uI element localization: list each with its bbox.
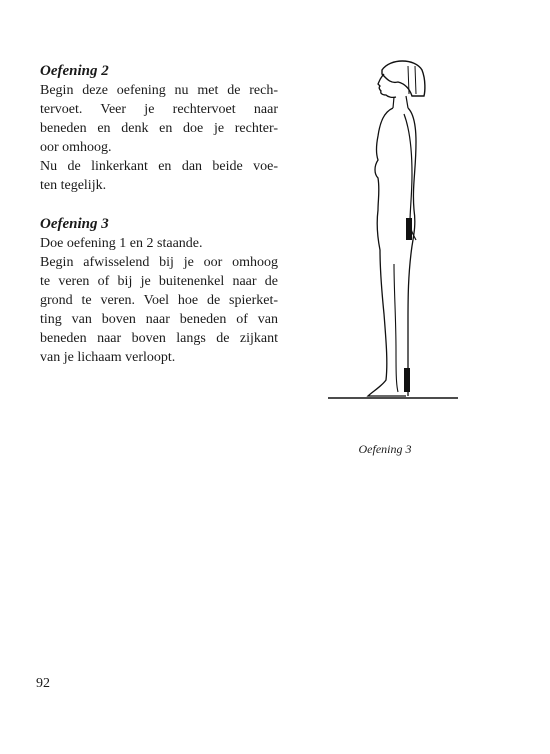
body-line: grond te veren. Voel hoe de spierket-	[40, 293, 278, 308]
body-line: beneden en denk en doe je rechter-	[40, 121, 278, 136]
standing-figure-illustration	[320, 50, 470, 410]
figure-hair	[382, 61, 425, 96]
section-body	[40, 234, 278, 367]
section-body	[40, 81, 278, 195]
body-line: ten tegelijk.	[40, 178, 107, 193]
body-line: Begin deze oefening nu met de rech-	[40, 83, 278, 98]
body-line: Doe oefening 1 en 2 staande.	[40, 236, 203, 251]
section-heading: Oefening 3	[40, 216, 109, 232]
figure-hand-marker	[406, 218, 412, 240]
body-line: oor omhoog.	[40, 140, 112, 155]
figure-caption: Oefening 3	[358, 442, 412, 456]
figure-hair-line	[408, 66, 409, 94]
figure-front-outline	[368, 108, 406, 396]
figure-face	[378, 74, 396, 97]
body-line: beneden naar boven langs de zijkant	[40, 331, 278, 346]
body-line: Begin afwisselend bij je oor omhoog	[40, 255, 278, 270]
figure-back-outline	[408, 108, 416, 396]
figure-hair-line	[415, 66, 416, 94]
body-line: ting van boven naar beneden of van	[40, 312, 278, 327]
section-oefening-2	[40, 62, 278, 195]
page-number: 92	[36, 676, 50, 691]
body-line: van je lichaam verloopt.	[40, 350, 176, 365]
body-line: Nu de linkerkant en dan beide voe-	[40, 159, 278, 174]
figure-leg-line	[394, 264, 398, 392]
body-line: te veren of bij je buitenenkel naar de	[40, 274, 278, 289]
body-line: tervoet. Veer je rechtervoet naar	[40, 102, 278, 117]
text-column	[40, 62, 278, 387]
section-heading: Oefening 2	[40, 63, 109, 79]
section-oefening-3	[40, 215, 278, 367]
figure-ankle-marker	[404, 368, 410, 392]
